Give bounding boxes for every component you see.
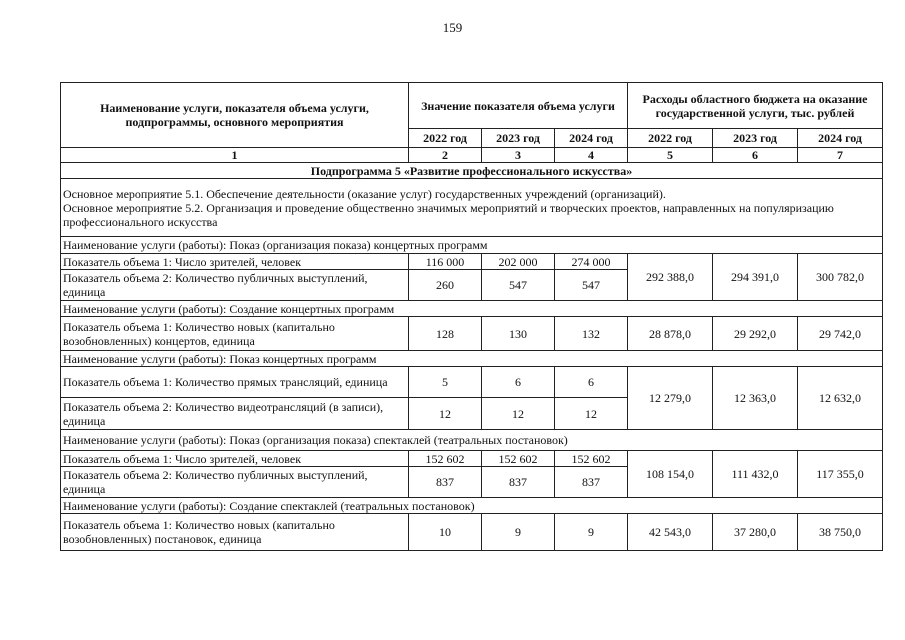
indicator-label: Показатель объема 1: Количество новых (капитально возобновленных) концертов, единица	[61, 317, 409, 351]
service-name: Наименование услуги (работы): Создание концертных программ	[61, 301, 883, 317]
expense-value: 292 388,0	[628, 254, 713, 301]
header-year: 2022 год	[628, 129, 713, 148]
indicator-label: Показатель объема 2: Количество видеотрансляций (в записи), единица	[61, 398, 409, 430]
expense-value: 12 632,0	[798, 367, 883, 430]
volume-value: 6	[482, 367, 555, 398]
col-number: 6	[713, 148, 798, 163]
expense-value: 108 154,0	[628, 451, 713, 498]
volume-value: 837	[555, 467, 628, 498]
volume-value: 152 602	[555, 451, 628, 467]
volume-value: 9	[555, 514, 628, 551]
col-number: 5	[628, 148, 713, 163]
header-expense-group: Расходы областного бюджета на оказание государственной услуги, тыс. рублей	[628, 83, 883, 129]
header-col1: Наименование услуги, показателя объема услуги, подпрограммы, основного мероприятия	[61, 83, 409, 148]
volume-value: 5	[409, 367, 482, 398]
indicator-label: Показатель объема 1: Количество новых (капитально возобновленных) постановок, единица	[61, 514, 409, 551]
expense-value: 111 432,0	[713, 451, 798, 498]
volume-value: 152 602	[482, 451, 555, 467]
volume-value: 128	[409, 317, 482, 351]
volume-value: 837	[482, 467, 555, 498]
col-number: 4	[555, 148, 628, 163]
indicator-label: Показатель объема 1: Количество прямых трансляций, единица	[61, 367, 409, 398]
header-year: 2023 год	[713, 129, 798, 148]
expense-value: 38 750,0	[798, 514, 883, 551]
expense-value: 300 782,0	[798, 254, 883, 301]
volume-value: 152 602	[409, 451, 482, 467]
volume-value: 132	[555, 317, 628, 351]
expense-value: 117 355,0	[798, 451, 883, 498]
expense-value: 12 363,0	[713, 367, 798, 430]
volume-value: 6	[555, 367, 628, 398]
page-number: 159	[442, 20, 463, 35]
header-year: 2023 год	[482, 129, 555, 148]
indicator-label: Показатель объема 1: Число зрителей, человек	[61, 254, 409, 270]
services-table	[60, 82, 883, 551]
volume-value: 12	[409, 398, 482, 430]
col-number: 7	[798, 148, 883, 163]
expense-value: 42 543,0	[628, 514, 713, 551]
volume-value: 9	[482, 514, 555, 551]
expense-value: 37 280,0	[713, 514, 798, 551]
main-measures: Основное мероприятие 5.1. Обеспечение деятельности (оказание услуг) государственных учреждений (организаций). Основное мероприятие 5.2. Организация и проведение общественно значимых мероприятий и творческих проектов, направленных на популяризацию профессионального искусства	[61, 179, 883, 237]
volume-value: 10	[409, 514, 482, 551]
volume-value: 116 000	[409, 254, 482, 270]
expense-value: 28 878,0	[628, 317, 713, 351]
volume-value: 12	[555, 398, 628, 430]
service-name: Наименование услуги (работы): Создание спектаклей (театральных постановок)	[61, 498, 883, 514]
header-year: 2024 год	[555, 129, 628, 148]
volume-value: 274 000	[555, 254, 628, 270]
header-year: 2022 год	[409, 129, 482, 148]
indicator-label: Показатель объема 2: Количество публичных выступлений, единица	[61, 467, 409, 498]
service-name: Наименование услуги (работы): Показ концертных программ	[61, 351, 883, 367]
expense-value: 294 391,0	[713, 254, 798, 301]
volume-value: 202 000	[482, 254, 555, 270]
volume-value: 260	[409, 270, 482, 301]
volume-value: 130	[482, 317, 555, 351]
subprogram-title: Подпрограмма 5 «Развитие профессионального искусства»	[61, 163, 883, 179]
header-volume-group: Значение показателя объема услуги	[409, 83, 628, 129]
col-number: 2	[409, 148, 482, 163]
service-name: Наименование услуги (работы): Показ (организация показа) концертных программ	[61, 237, 883, 254]
volume-value: 547	[555, 270, 628, 301]
header-year: 2024 год	[798, 129, 883, 148]
volume-value: 837	[409, 467, 482, 498]
col-number: 3	[482, 148, 555, 163]
expense-value: 12 279,0	[628, 367, 713, 430]
expense-value: 29 292,0	[713, 317, 798, 351]
volume-value: 547	[482, 270, 555, 301]
indicator-label: Показатель объема 1: Число зрителей, человек	[61, 451, 409, 467]
volume-value: 12	[482, 398, 555, 430]
col-number: 1	[61, 148, 409, 163]
indicator-label: Показатель объема 2: Количество публичных выступлений, единица	[61, 270, 409, 301]
service-name: Наименование услуги (работы): Показ (организация показа) спектаклей (театральных постановок)	[61, 430, 883, 451]
expense-value: 29 742,0	[798, 317, 883, 351]
